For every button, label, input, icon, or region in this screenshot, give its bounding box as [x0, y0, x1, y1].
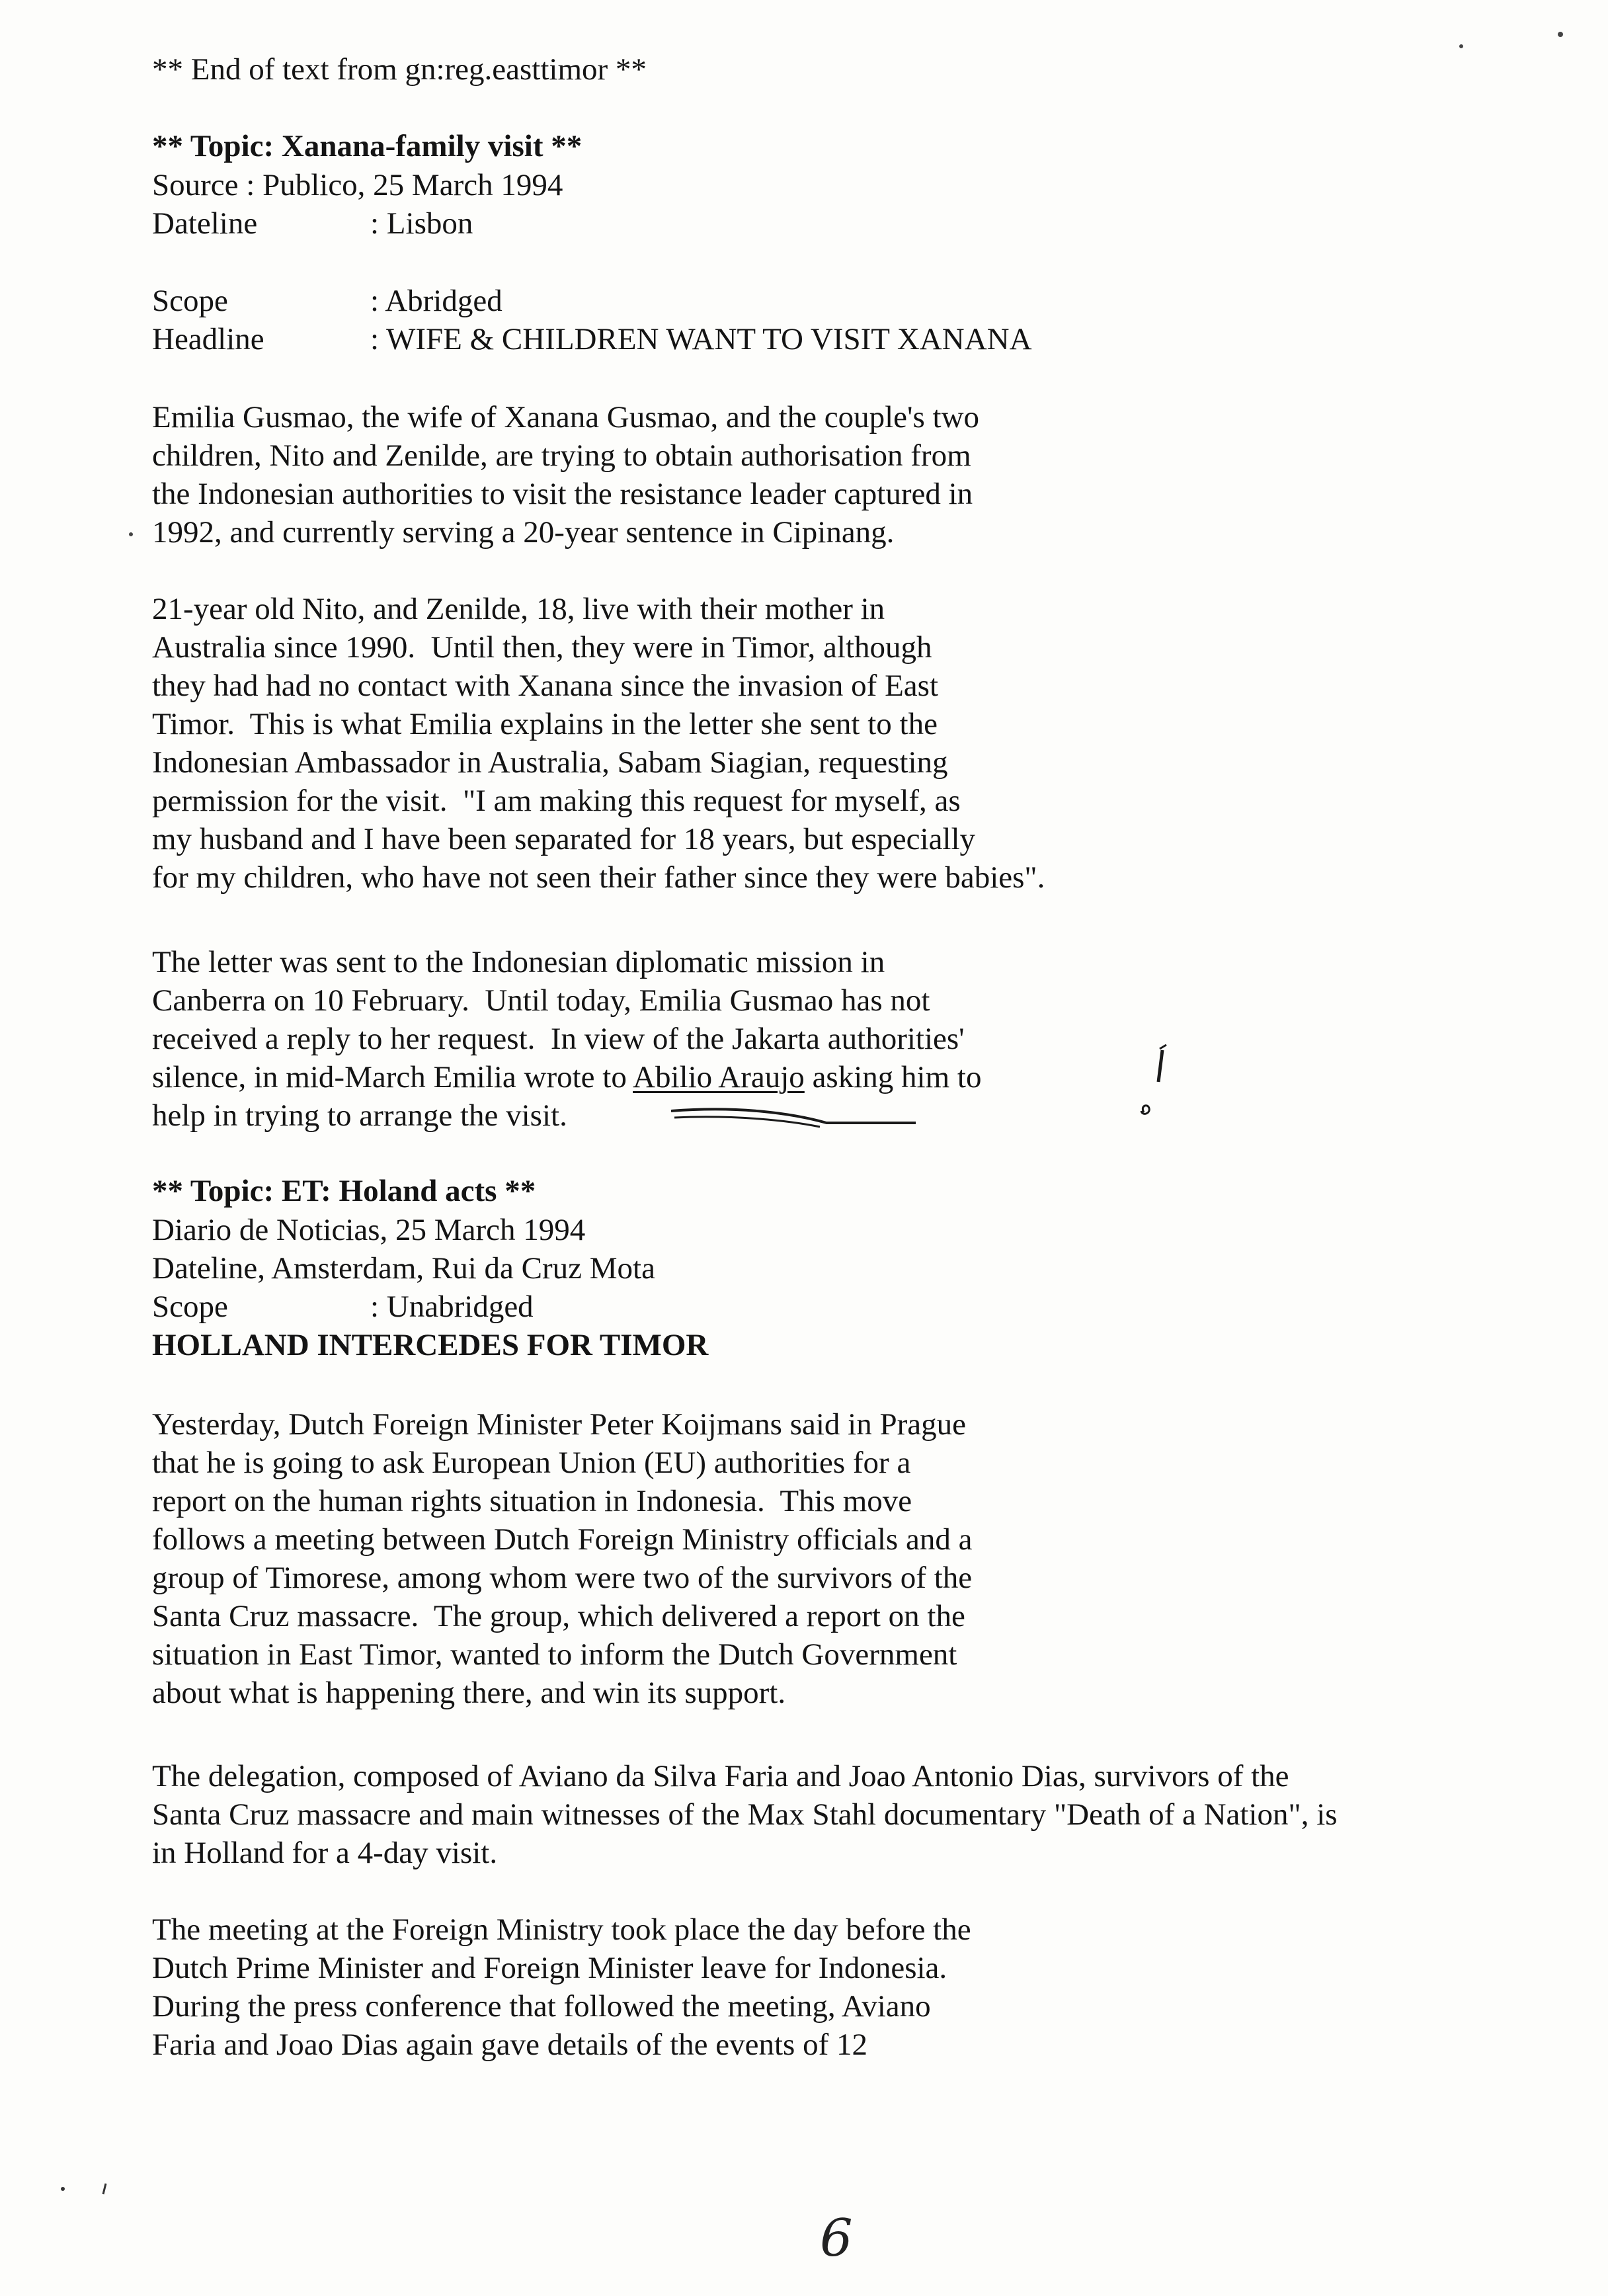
paragraph-line: they had had no contact with Xanana since the invasion of East — [152, 669, 938, 703]
paragraph-line: situation in East Timor, wanted to inform the Dutch Government — [152, 1637, 957, 1672]
scope-label: Scope — [152, 284, 228, 318]
scope-value: : Abridged — [370, 284, 502, 318]
paragraph-line: the Indonesian authorities to visit the resistance leader captured in — [152, 477, 973, 511]
paragraph-line: report on the human rights situation in Indonesia. This move — [152, 1484, 912, 1518]
dateline-value: : Lisbon — [370, 206, 473, 241]
article2-source: Diario de Noticias, 25 March 1994 — [152, 1213, 586, 1247]
paragraph-line: 21-year old Nito, and Zenilde, 18, live with their mother in — [152, 592, 885, 626]
paragraph-line: Australia since 1990. Until then, they were in Timor, although — [152, 630, 932, 665]
article1-topic: ** Topic: Xanana-family visit ** — [152, 129, 583, 163]
paragraph-line: about what is happening there, and win its support. — [152, 1676, 786, 1710]
paragraph-line: Canberra on 10 February. Until today, Emilia Gusmao has not — [152, 983, 930, 1018]
paragraph-line: Santa Cruz massacre and main witnesses of the Max Stahl documentary "Death of a Nation", is — [152, 1797, 1338, 1832]
paragraph-line: that he is going to ask European Union (EU) authorities for a — [152, 1446, 911, 1480]
page-number: 6 — [820, 2209, 853, 2268]
dateline-label: Dateline — [152, 206, 258, 241]
text-span: asking him to — [804, 1060, 982, 1094]
article1-source: Source : Publico, 25 March 1994 — [152, 168, 563, 202]
end-of-text-marker: ** End of text from gn:reg.easttimor ** — [152, 52, 647, 87]
headline-value: : WIFE & CHILDREN WANT TO VISIT XANANA — [370, 322, 1032, 356]
paragraph-line: Santa Cruz massacre. The group, which delivered a report on the — [152, 1599, 965, 1633]
paragraph-line: for my children, who have not seen their father since they were babies". — [152, 860, 1045, 895]
article2-scope — [152, 1292, 534, 1323]
paragraph-line: in Holland for a 4-day visit. — [152, 1836, 498, 1870]
paragraph-line: children, Nito and Zenilde, are trying to obtain authorisation from — [152, 438, 971, 473]
paragraph-line: permission for the visit. "I am making this request for myself, as — [152, 784, 961, 818]
paragraph-line: 1992, and currently serving a 20-year sentence in Cipinang. — [152, 515, 895, 550]
paragraph-line: Indonesian Ambassador in Australia, Sabam Siagian, requesting — [152, 745, 948, 780]
underlined-name: Abilio Araujo — [633, 1060, 805, 1094]
text-span: silence, in mid-March Emilia wrote to — [152, 1060, 633, 1094]
article2-headline: HOLLAND INTERCEDES FOR TIMOR — [152, 1328, 709, 1362]
paragraph-line: received a reply to her request. In view of the Jakarta authorities' — [152, 1022, 965, 1056]
paragraph-line: The meeting at the Foreign Ministry took place the day before the — [152, 1912, 971, 1947]
scope-value: : Unabridged — [370, 1290, 534, 1324]
paragraph-line: The letter was sent to the Indonesian diplomatic mission in — [152, 945, 885, 979]
paragraph-line: Emilia Gusmao, the wife of Xanana Gusmao, and the couple's two — [152, 400, 980, 434]
paragraph-line: Yesterday, Dutch Foreign Minister Peter Koijmans said in Prague — [152, 1407, 966, 1442]
scope-label: Scope — [152, 1290, 228, 1324]
paragraph-line: Dutch Prime Minister and Foreign Minister leave for Indonesia. — [152, 1951, 947, 1985]
paragraph-line: Timor. This is what Emilia explains in the letter she sent to the — [152, 707, 938, 741]
paragraph-line: my husband and I have been separated for 18 years, but especially — [152, 822, 976, 856]
article2-topic: ** Topic: ET: Holand acts ** — [152, 1174, 536, 1208]
paragraph-line: The delegation, composed of Aviano da Silva Faria and Joao Antonio Dias, survivors of the — [152, 1759, 1289, 1793]
paragraph-line: Faria and Joao Dias again gave details of the events of 12 — [152, 2028, 867, 2062]
paragraph-line: During the press conference that followed the meeting, Aviano — [152, 1989, 931, 2024]
headline-label: Headline — [152, 322, 264, 356]
paragraph-line: help in trying to arrange the visit. — [152, 1098, 567, 1133]
paragraph-line: follows a meeting between Dutch Foreign Ministry officials and a — [152, 1522, 973, 1557]
article2-dateline: Dateline, Amsterdam, Rui da Cruz Mota — [152, 1251, 655, 1286]
paragraph-line: group of Timorese, among whom were two of the survivors of the — [152, 1561, 973, 1595]
